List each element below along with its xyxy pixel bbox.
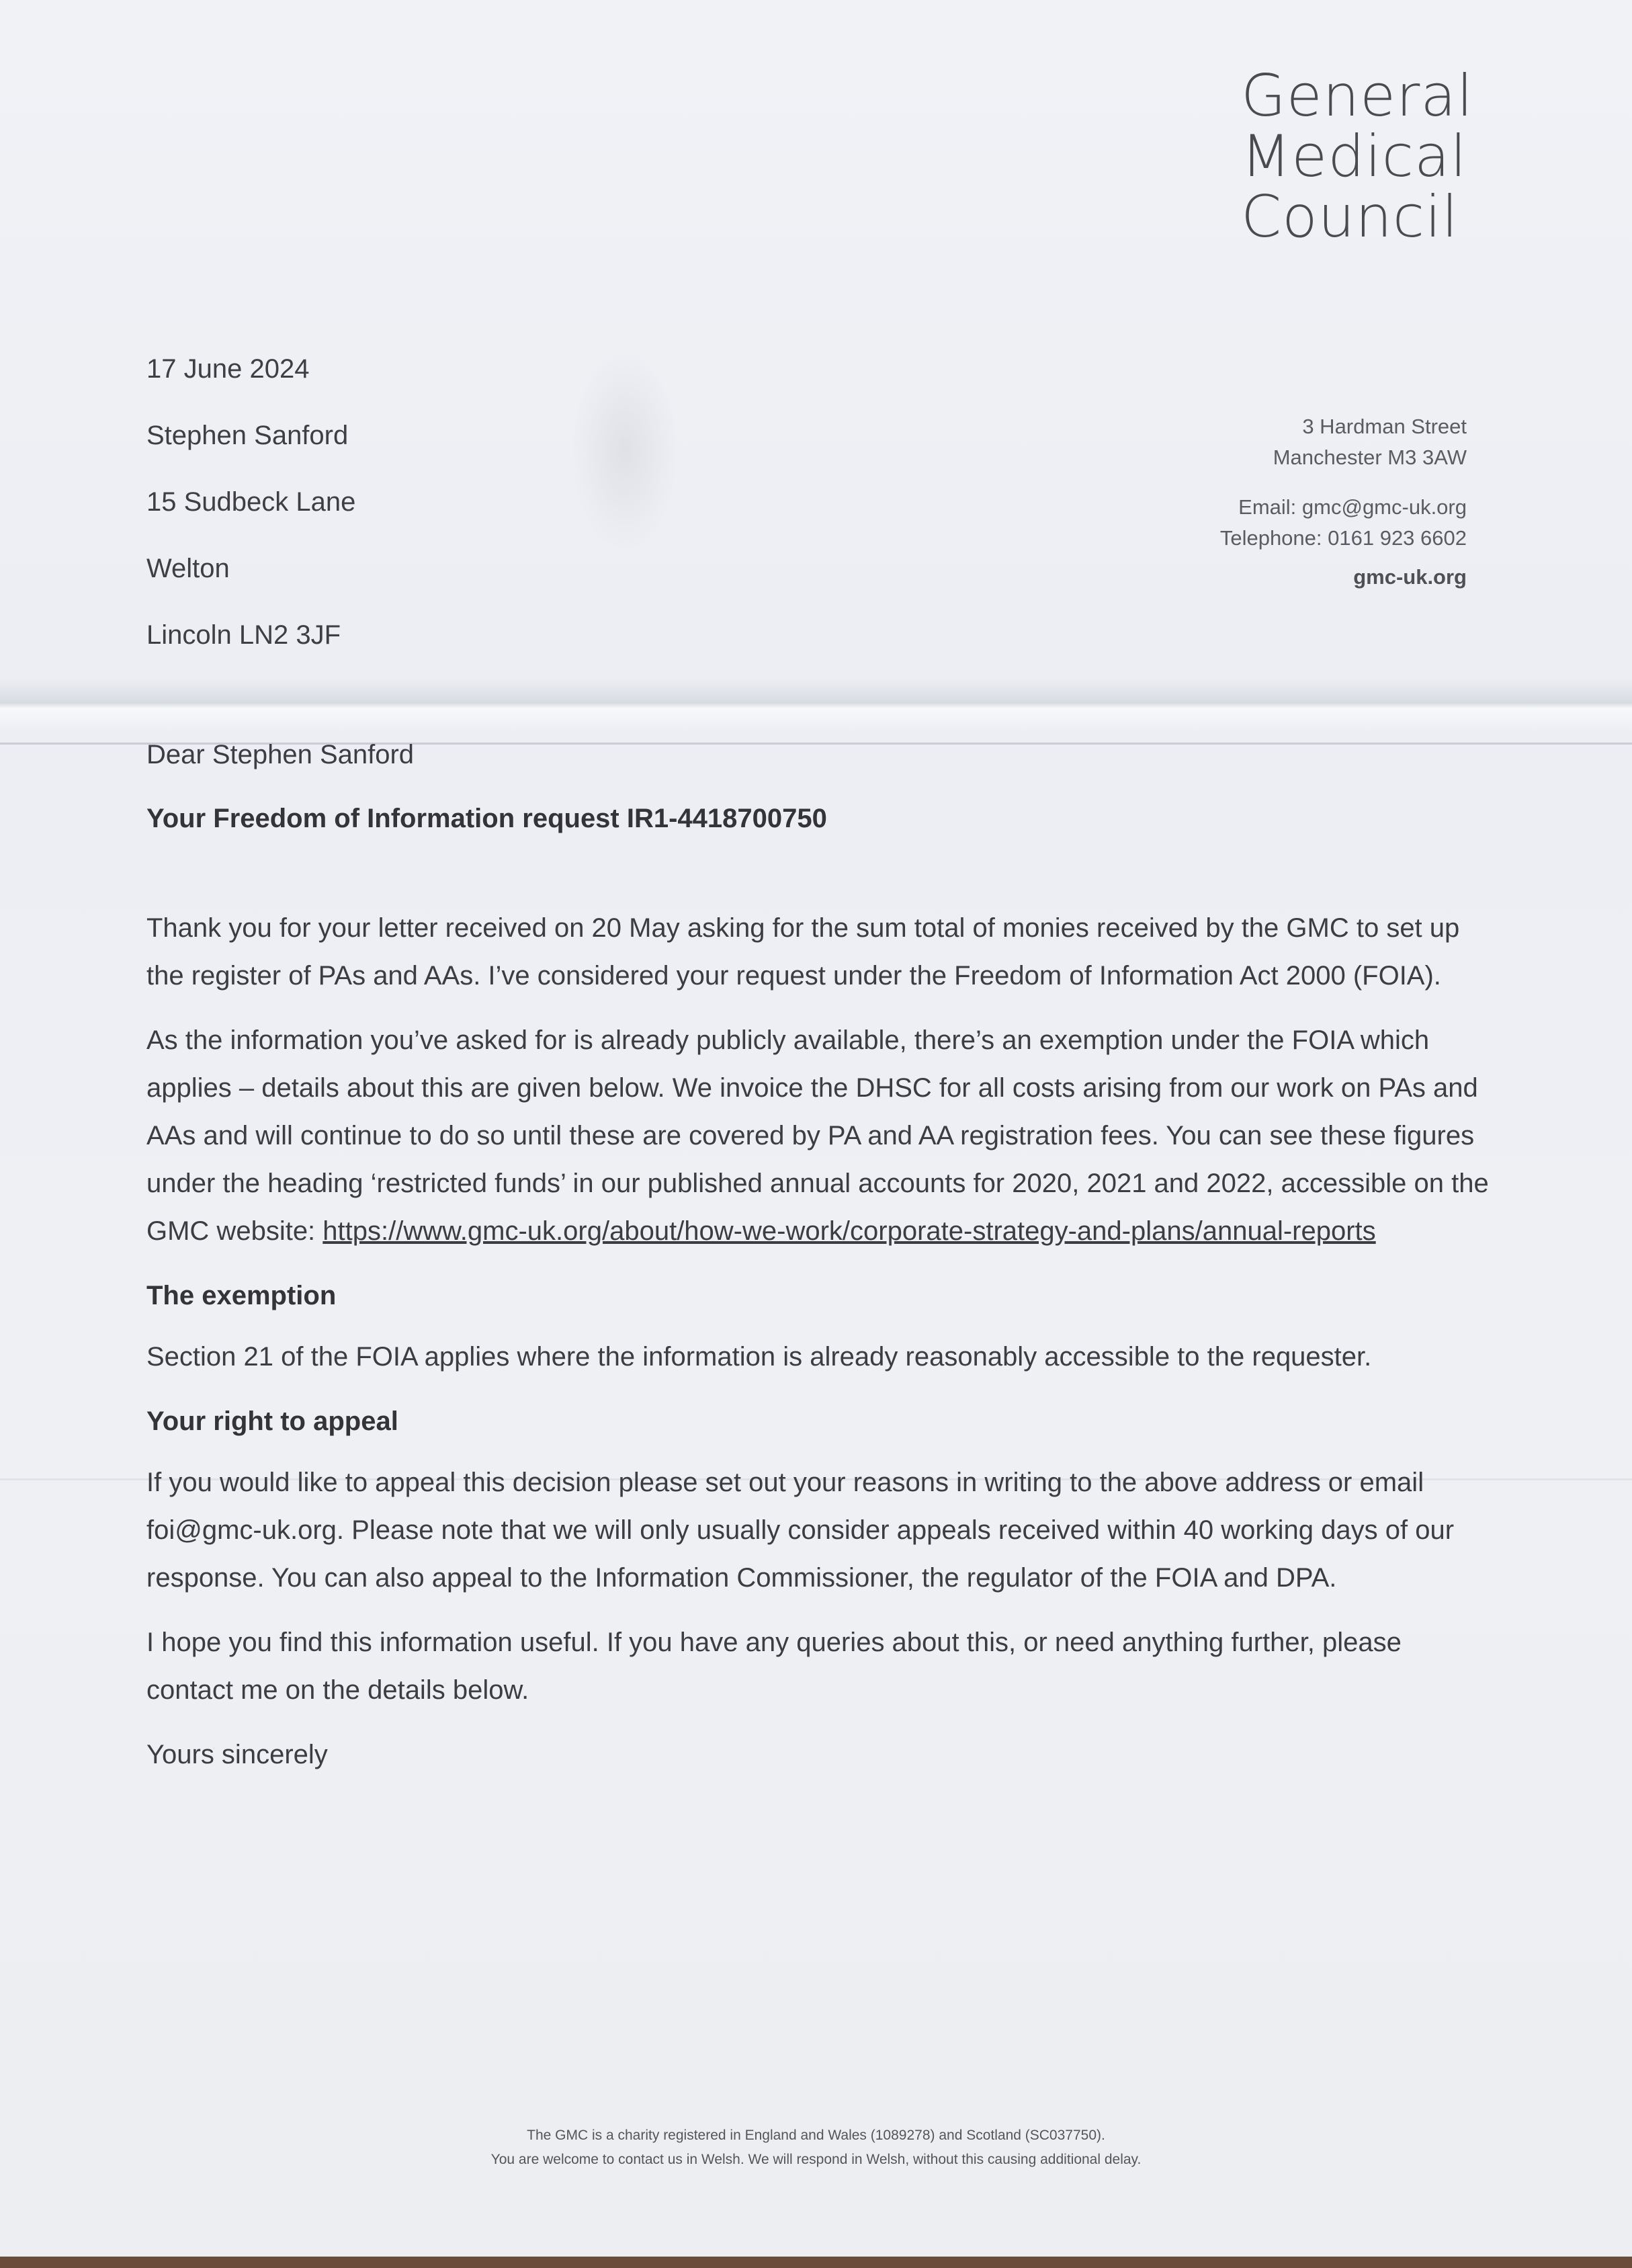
scan-edge (0, 2257, 1632, 2268)
gmc-logo (1241, 62, 1473, 251)
sender-address-block (1220, 411, 1467, 593)
letter-body (146, 731, 1490, 1779)
recipient-town: Welton (146, 554, 230, 583)
paragraph-5: I hope you find this information useful. If you have any queries about this, or need anything further, please contact me on the details below. (146, 1628, 1402, 1705)
paper-fold (0, 679, 1632, 732)
heading-appeal: Your right to appeal (146, 1406, 398, 1436)
scan-smudge (571, 349, 679, 551)
logo-line-1: General (1241, 62, 1473, 130)
subject-line: Your Freedom of Information request IR1-4418700750 (146, 804, 827, 833)
recipient-city-postcode: Lincoln LN2 3JF (146, 620, 341, 650)
closing: Yours sincerely (146, 1740, 328, 1769)
paragraph-2-text: As the information you’ve asked for is already publicly available, there’s an exemption under the FOIA which applies – details about this are given below. We invoice the DHSC for all costs arising from our work on PAs and AAs and will continue to do so until these are covered by PA and AA registration fees. You can see these figures under the heading ‘restricted funds’ in our published annual accounts for 2020, 2021 and 2022, accessible on the GMC website: (146, 1025, 1489, 1246)
sender-email: Email: gmc@gmc-uk.org (1238, 495, 1467, 519)
annual-reports-link[interactable]: https://www.gmc-uk.org/about/how-we-work/corporate-strategy-and-plans/annual-reports (323, 1216, 1376, 1246)
letter-date: 17 June 2024 (146, 354, 310, 384)
sender-city-postcode: Manchester M3 3AW (1273, 446, 1467, 469)
footer (0, 2124, 1632, 2172)
footer-welsh-line: You are welcome to contact us in Welsh. We will respond in Welsh, without this causing additional delay. (490, 2152, 1142, 2167)
paragraph-1: Thank you for your letter received on 20 May asking for the sum total of monies received by the GMC to set up the register of PAs and AAs. I’ve considered your request under the Freedom of Information Act 2000 (FOIA). (146, 913, 1460, 991)
footer-charity-line: The GMC is a charity registered in England and Wales (1089278) and Scotland (SC037750). (527, 2128, 1105, 2143)
salutation: Dear Stephen Sanford (146, 740, 415, 769)
logo-line-3: Council (1241, 183, 1459, 251)
paragraph-4: If you would like to appeal this decision please set out your reasons in writing to the above address or email foi@gmc-uk.org. Please note that we will only usually consider appeals received within 40 working days of our response. You can also appeal to the Information Commissioner, the regulator of the FOIA and DPA. (146, 1468, 1455, 1593)
heading-exemption: The exemption (146, 1281, 337, 1310)
recipient-block (146, 336, 355, 669)
paragraph-3: Section 21 of the FOIA applies where the information is already reasonably accessible to the requester. (146, 1342, 1372, 1372)
logo-line-2: Medical (1241, 123, 1467, 190)
sender-street: 3 Hardman Street (1302, 415, 1467, 438)
recipient-street: 15 Sudbeck Lane (146, 487, 356, 517)
sender-website: gmc-uk.org (1353, 565, 1467, 589)
recipient-name: Stephen Sanford (146, 421, 349, 450)
paragraph-2 (146, 1017, 1490, 1255)
sender-telephone: Telephone: 0161 923 6602 (1219, 526, 1467, 550)
